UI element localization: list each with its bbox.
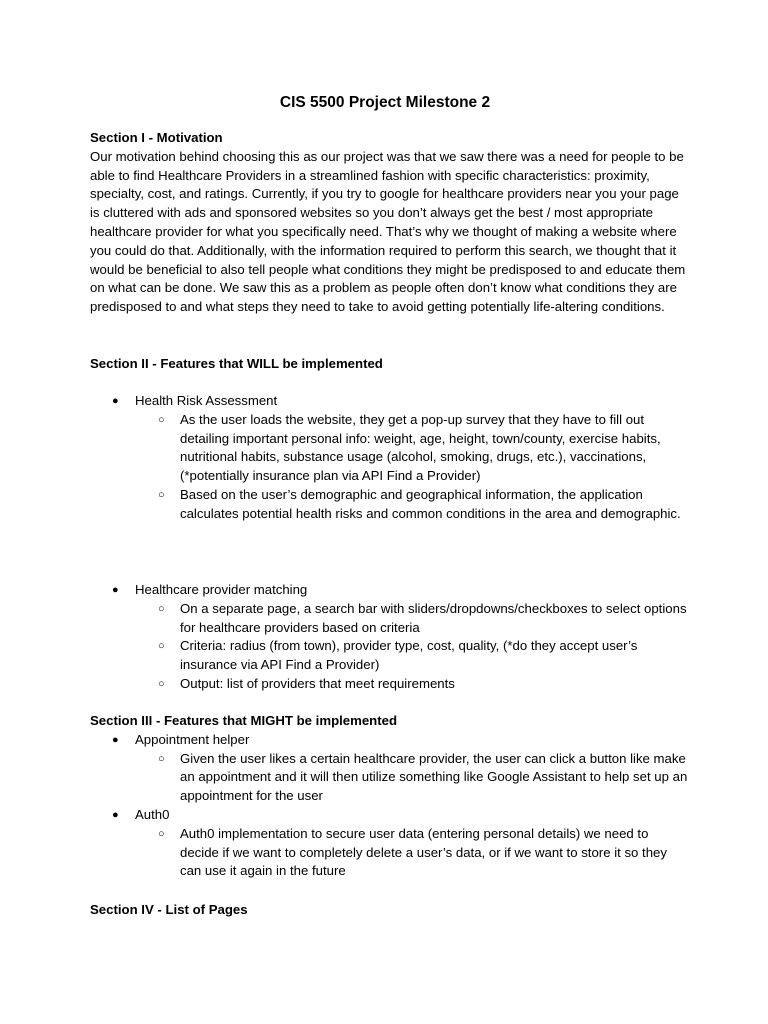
list-item bbox=[90, 731, 690, 750]
circle-bullet-icon: ○ bbox=[158, 827, 165, 840]
circle-bullet-icon: ○ bbox=[158, 677, 165, 690]
feature-list bbox=[90, 392, 690, 524]
list-item-label: Auth0 bbox=[135, 806, 170, 822]
list-item bbox=[90, 486, 690, 524]
list-item bbox=[90, 750, 690, 806]
list-item bbox=[90, 675, 690, 694]
circle-bullet-icon: ○ bbox=[158, 752, 165, 765]
list-item-text: On a separate page, a search bar with sliders/dropdowns/checkboxes to select options for healthcare providers based on criteria bbox=[180, 600, 687, 635]
section-might-implement bbox=[90, 712, 690, 881]
motivation-paragraph: Our motivation behind choosing this as our project was that we saw there was a need for people to be able to find Healthcare Providers in a streamlined fashion with specific characteristics: proximity, specialty, cost, and ratings. Currently, if you try to google for healthcare providers near you your page is cluttered with ads and sponsored websites so you don’t always get the best / most appropriate healthcare provider for what you specifically need. That’s why we thought of making a website where you could do that. Additionally, with the information required to perform this search, we thought that it would be beneficial to also tell people what conditions they might be predisposed to and educate them on what can be done. We saw this as a problem as people often don’t know what conditions they are predisposed to and what steps they need to take to avoid getting potentially life-altering conditions. bbox=[90, 148, 686, 315]
list-item bbox=[90, 411, 690, 486]
list-item bbox=[90, 392, 690, 411]
circle-bullet-icon: ○ bbox=[158, 640, 165, 653]
list-item bbox=[90, 637, 690, 675]
list-item-text: Given the user likes a certain healthcare provider, the user can click a button like make an appointment and it will then utilize something like Google Assistant to help set up an appointment for the user bbox=[180, 750, 688, 804]
list-item bbox=[90, 825, 690, 881]
list-item-label: Appointment helper bbox=[135, 731, 250, 747]
section-heading: Section IV - List of Pages bbox=[90, 902, 248, 917]
list-item-text: As the user loads the website, they get a pop-up survey that they have to fill out detailing important personal info: weight, age, height, town/county, exercise habits, nutritional habits, substance usage (alcohol, smoking, drugs, etc.), vaccinations, (*potentially insurance plan via API Find a Provider) bbox=[180, 411, 661, 484]
list-item-text: Output: list of providers that meet requirements bbox=[180, 675, 455, 691]
list-item-text: Auth0 implementation to secure user data (entering personal details) we need to decide if we want to completely delete a user’s data, or if we want to store it so they can use it again in the future bbox=[180, 825, 667, 879]
circle-bullet-icon: ○ bbox=[158, 413, 165, 426]
list-item-label: Healthcare provider matching bbox=[135, 582, 308, 597]
bullet-icon: ● bbox=[112, 395, 119, 407]
list-item-label: Health Risk Assessment bbox=[135, 393, 278, 408]
section-heading: Section III - Features that MIGHT be implemented bbox=[90, 713, 398, 728]
section-will-implement bbox=[90, 355, 690, 374]
section-heading: Section II - Features that WILL be implemented bbox=[90, 356, 383, 371]
list-item bbox=[90, 806, 690, 825]
list-item bbox=[90, 581, 690, 600]
bullet-icon: ● bbox=[112, 808, 119, 821]
list-item bbox=[90, 600, 690, 638]
feature-list bbox=[90, 731, 690, 881]
section-list-of-pages bbox=[90, 901, 690, 920]
section-heading: Section I - Motivation bbox=[90, 130, 223, 145]
section-motivation bbox=[90, 129, 690, 317]
bullet-icon: ● bbox=[112, 584, 119, 596]
circle-bullet-icon: ○ bbox=[158, 602, 165, 615]
bullet-icon: ● bbox=[112, 733, 119, 746]
list-item-text: Criteria: radius (from town), provider type, cost, quality, (*do they accept user’s insurance via API Find a Provider) bbox=[180, 638, 638, 673]
circle-bullet-icon: ○ bbox=[158, 488, 165, 501]
feature-list bbox=[90, 581, 690, 694]
document-title: CIS 5500 Project Milestone 2 bbox=[279, 94, 491, 111]
list-item-text: Based on the user’s demographic and geographical information, the application calculates potential health risks and common conditions in the area and demographic. bbox=[180, 486, 681, 521]
